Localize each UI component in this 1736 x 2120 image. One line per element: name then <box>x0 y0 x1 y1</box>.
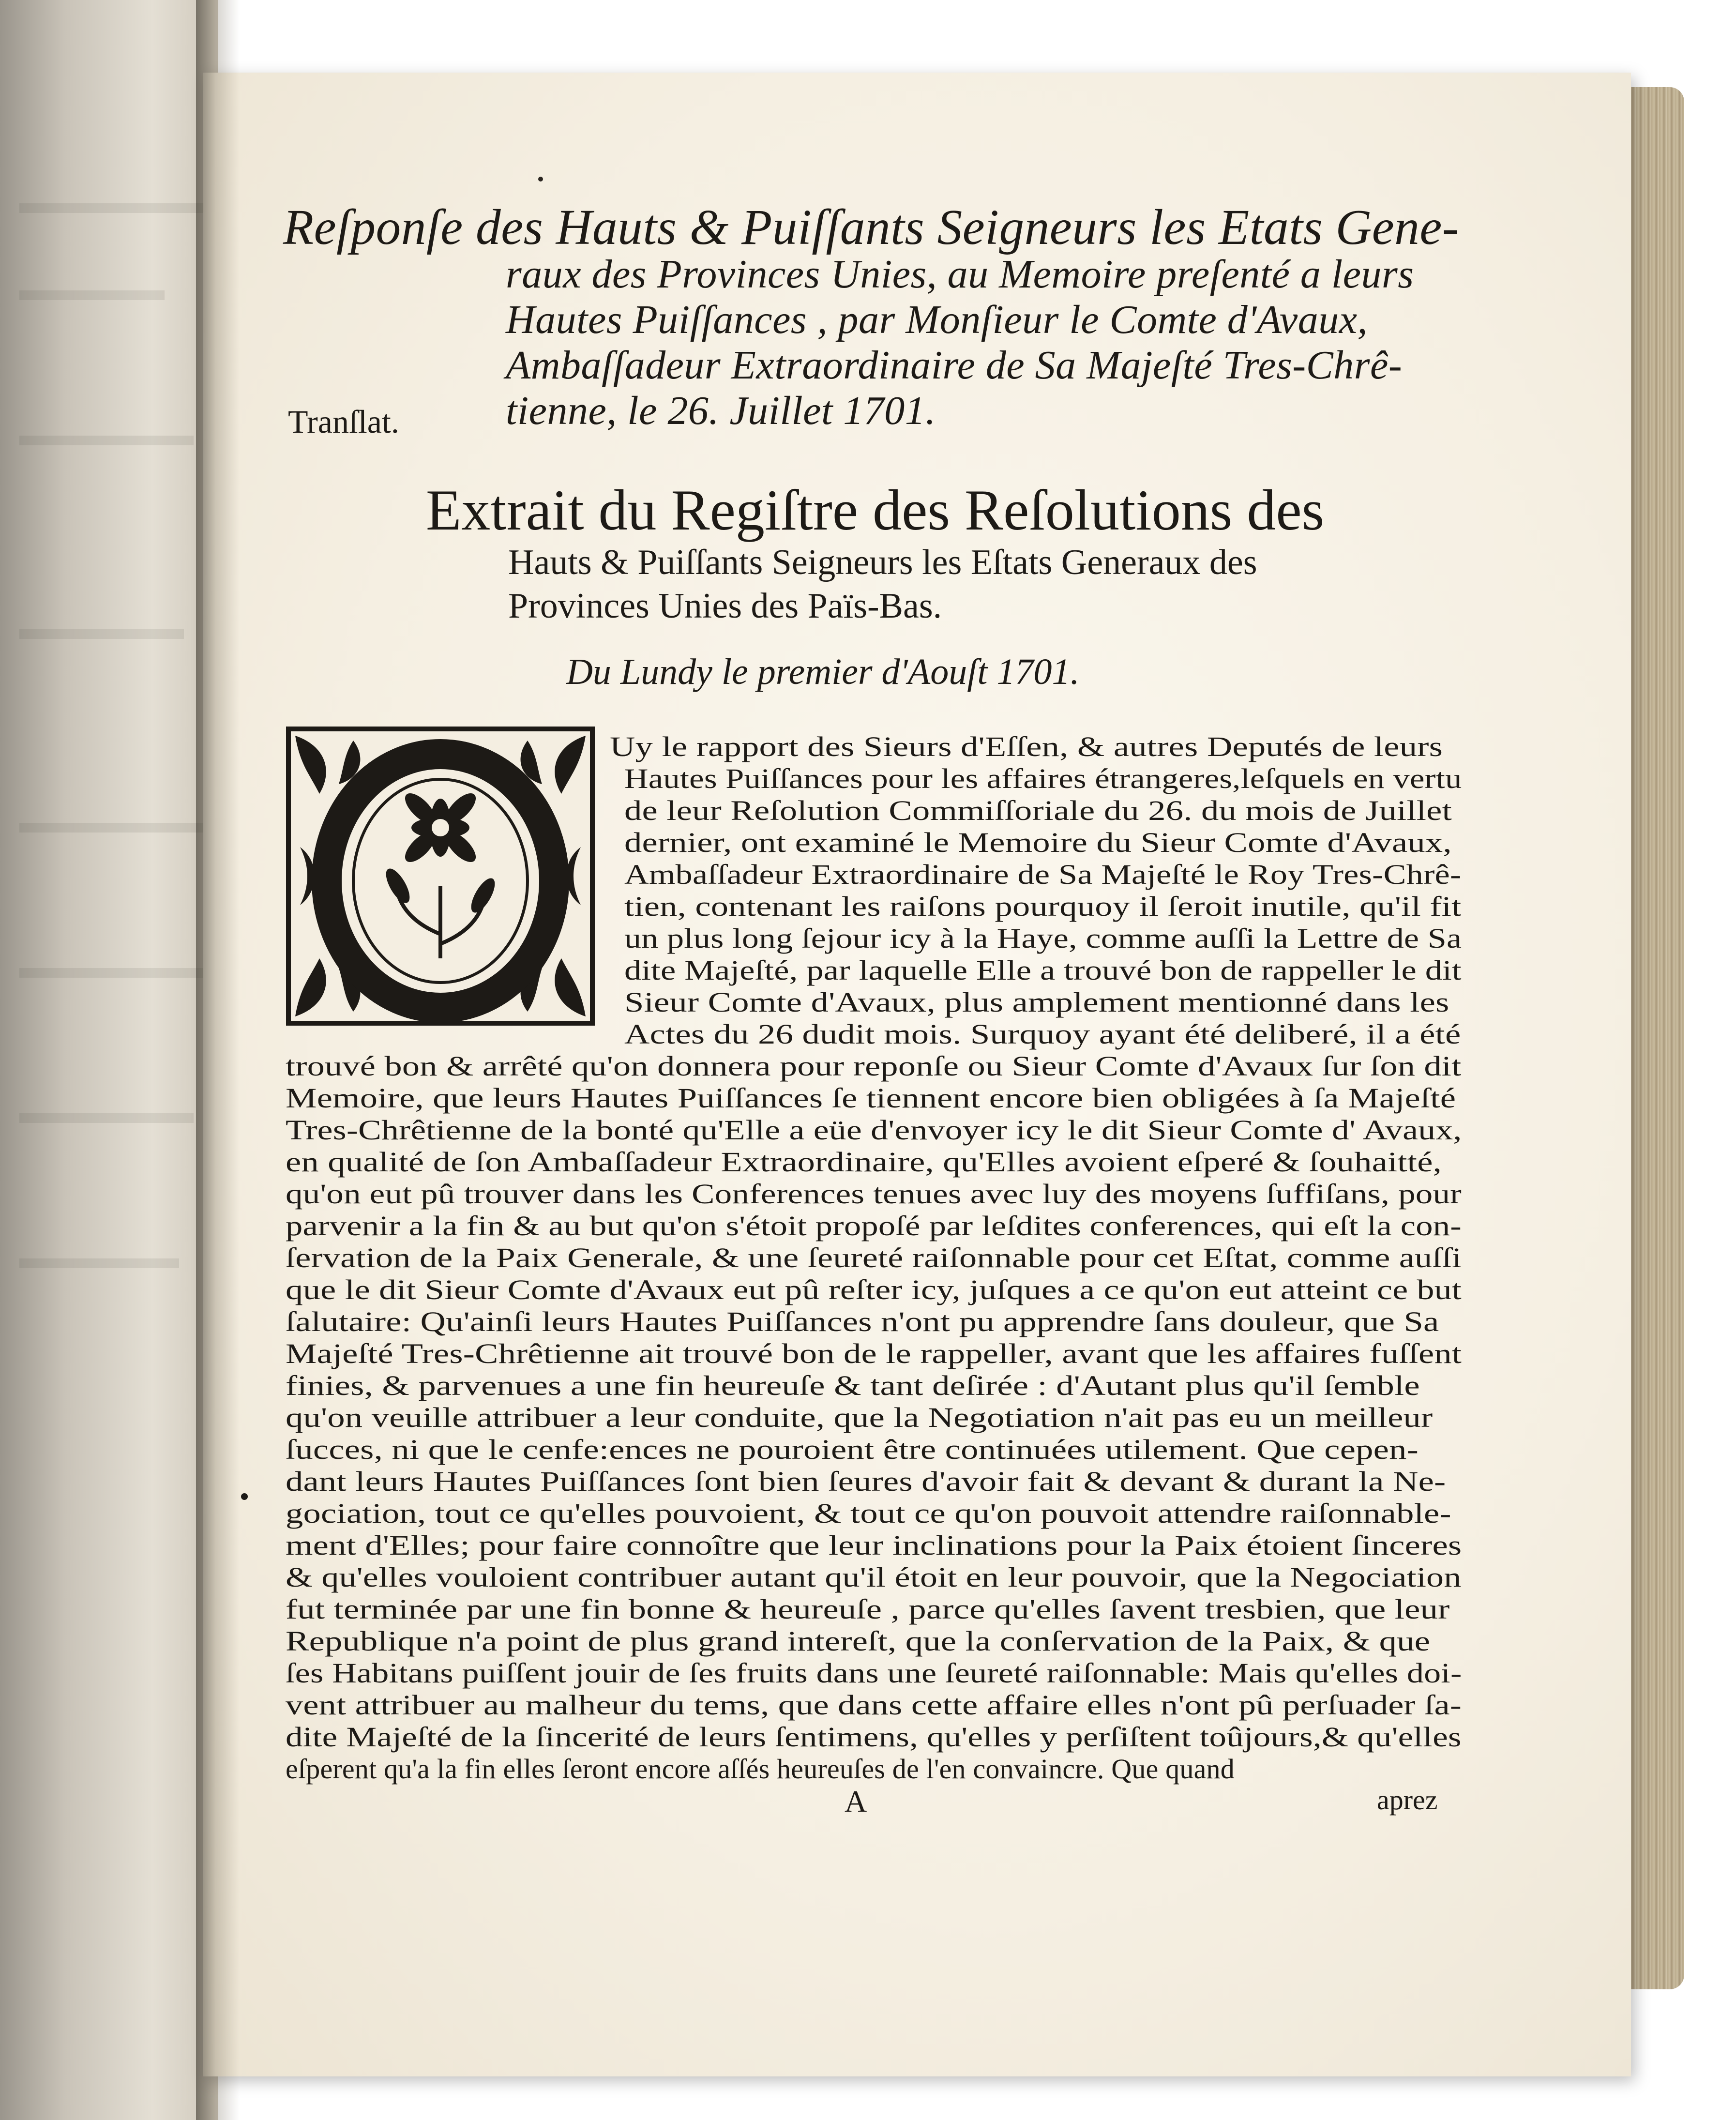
body-line: Uy le rapport des Sieurs d'Eſſen, & autres Deputés de leurs <box>610 731 1443 762</box>
body-line: un plus long ſejour icy à la Haye, comme auſſi la Lettre de Sa <box>624 923 1462 954</box>
body-line: finies, & parvenues a une fin heureuſe & tant deſirée : d'Autant plus qu'il ſemble <box>286 1370 1420 1401</box>
gutter-shadow <box>196 0 240 2120</box>
heading-line: Reſponſe des Hauts & Puiſſants Seigneurs les Etats Gene- <box>283 199 1459 255</box>
date-line: Du Lundy le premier d'Aouſt 1701. <box>566 651 1080 692</box>
body-line: dite Majeſté de la ſincerité de leurs ſentimens, qu'elles y perſiſtent toûjours,& qu'elles <box>286 1721 1462 1753</box>
body-line: dite Majeſté, par laquelle Elle a trouvé bon de rappeller le dit <box>624 954 1462 986</box>
body-line: trouvé bon & arrêté qu'on donnera pour reponſe ou Sieur Comte d'Avaux ſur ſon dit <box>286 1050 1462 1082</box>
body-line: & qu'elles vouloient contribuer autant qu'il étoit en leur pouvoir, que la Negociation <box>286 1561 1462 1593</box>
ink-speck <box>538 177 543 182</box>
body-line: Tres-Chrêtienne de la bonté qu'Elle a eüe d'envoyer icy le dit Sieur Comte d' Avaux, <box>286 1114 1462 1146</box>
body-line: dant leurs Hautes Puiſſances ſont bien ſeures d'avoir fait & devant & durant la Ne- <box>286 1466 1446 1497</box>
body-line: en qualité de ſon Ambaſſadeur Extraordinaire, qu'Elles avoient eſperé & ſouhaitté, <box>286 1146 1442 1178</box>
body-line: qu'on veuille attribuer a leur conduite, que la Negotiation n'ait pas eu un meilleur <box>286 1402 1433 1433</box>
body-line: parvenir a la fin & au but qu'on s'étoit propoſé par leſdites conferences, qui eſt la con- <box>286 1210 1462 1242</box>
response-heading <box>283 199 1459 434</box>
body-line: ment d'Elles; pour faire connoître que leur inclinations pour la Paix étoient ſinceres <box>286 1529 1462 1561</box>
body-line: tien, contenant les raiſons pourquoy il ſeroit inutile, qu'il fit <box>624 891 1462 922</box>
body-line: ſucces, ni que le cenfe:ences ne pouroient être continuées utilement. Que cepen- <box>286 1434 1419 1465</box>
extrait-subtitle: Hauts & Puiſſants Seigneurs les Eſtats Generaux des <box>508 543 1257 582</box>
body-line: vent attribuer au malheur du tems, que dans cette affaire elles n'ont pû perſuader ſa- <box>286 1689 1462 1721</box>
signature-mark: A <box>845 1784 867 1818</box>
body-line: Republique n'a point de plus grand intereſt, que la conſervation de la Paix, & que <box>286 1625 1431 1657</box>
heading-line: tienne, le 26. Juillet 1701. <box>506 388 936 433</box>
heading-line: Ambaſſadeur Extraordinaire de Sa Majeſté Tres-Chrê- <box>506 343 1403 388</box>
ornamental-initial <box>286 726 595 1026</box>
facing-page <box>0 0 218 2120</box>
body-line: Sieur Comte d'Avaux, plus amplement mentionné dans les <box>624 986 1449 1018</box>
body-line: dernier, ont examiné le Memoire du Sieur Comte d'Avaux, <box>624 827 1452 858</box>
body-line: Hautes Puiſſances pour les affaires étrangeres,leſquels en vertu <box>624 763 1462 794</box>
body-line: ſes Habitans puiſſent jouir de ſes fruits dans une ſeureté raiſonnable: Mais qu'elles doi- <box>286 1657 1462 1689</box>
body-line: eſperent qu'a la fin elles ſeront encore aſſés heureuſes de l'en convaincre. Que quand <box>286 1753 1235 1785</box>
body-line: fut terminée par une fin bonne & heureuſe , parce qu'elles ſavent tresbien, que leur <box>286 1593 1450 1625</box>
extrait-title: Extrait du Regiſtre des Reſolutions des <box>426 478 1325 542</box>
body-line: ſervation de la Paix Generale, & une ſeureté raiſonnable pour cet Eſtat, comme auſſi <box>286 1242 1462 1273</box>
catchword: aprez <box>1377 1784 1438 1816</box>
body-line: ſalutaire: Qu'ainſi leurs Hautes Puiſſances n'ont pu apprendre ſans douleur, que Sa <box>286 1306 1439 1337</box>
body-line: Memoire, que leurs Hautes Puiſſances ſe tiennent encore bien obligées à ſa Majeſté <box>286 1082 1456 1114</box>
body-line: qu'on eut pû trouver dans les Conferences tenues avec luy des moyens ſuffiſans, pour <box>286 1178 1462 1210</box>
body-line: de leur Reſolution Commiſſoriale du 26. du mois de Juillet <box>624 795 1452 826</box>
body-line: Actes du 26 dudit mois. Surquoy ayant été deliberé, il a été <box>624 1018 1461 1050</box>
heading-line: raux des Provinces Unies, au Memoire preſenté a leurs <box>506 252 1414 297</box>
body-line: que le dit Sieur Comte d'Avaux eut pû reſter icy, juſques a ce qu'on eut atteint ce but <box>286 1274 1462 1305</box>
heading-line: Hautes Puiſſances , par Monſieur le Comte d'Avaux, <box>506 297 1368 342</box>
body-line: Ambaſſadeur Extraordinaire de Sa Majeſté le Roy Tres-Chrê- <box>624 859 1462 890</box>
margin-mark <box>241 1493 248 1500</box>
body-line: Majeſté Tres-Chrêtienne ait trouvé bon de le rappeller, avant que les affaires fuſſent <box>286 1338 1462 1369</box>
body-line: gociation, tout ce qu'elles pouvoient, & tout ce qu'on pouvoit attendre raiſonnable- <box>286 1498 1451 1529</box>
marginal-note: Tranſlat. <box>288 403 399 440</box>
extrait-subtitle: Provinces Unies des Païs-Bas. <box>508 586 942 626</box>
